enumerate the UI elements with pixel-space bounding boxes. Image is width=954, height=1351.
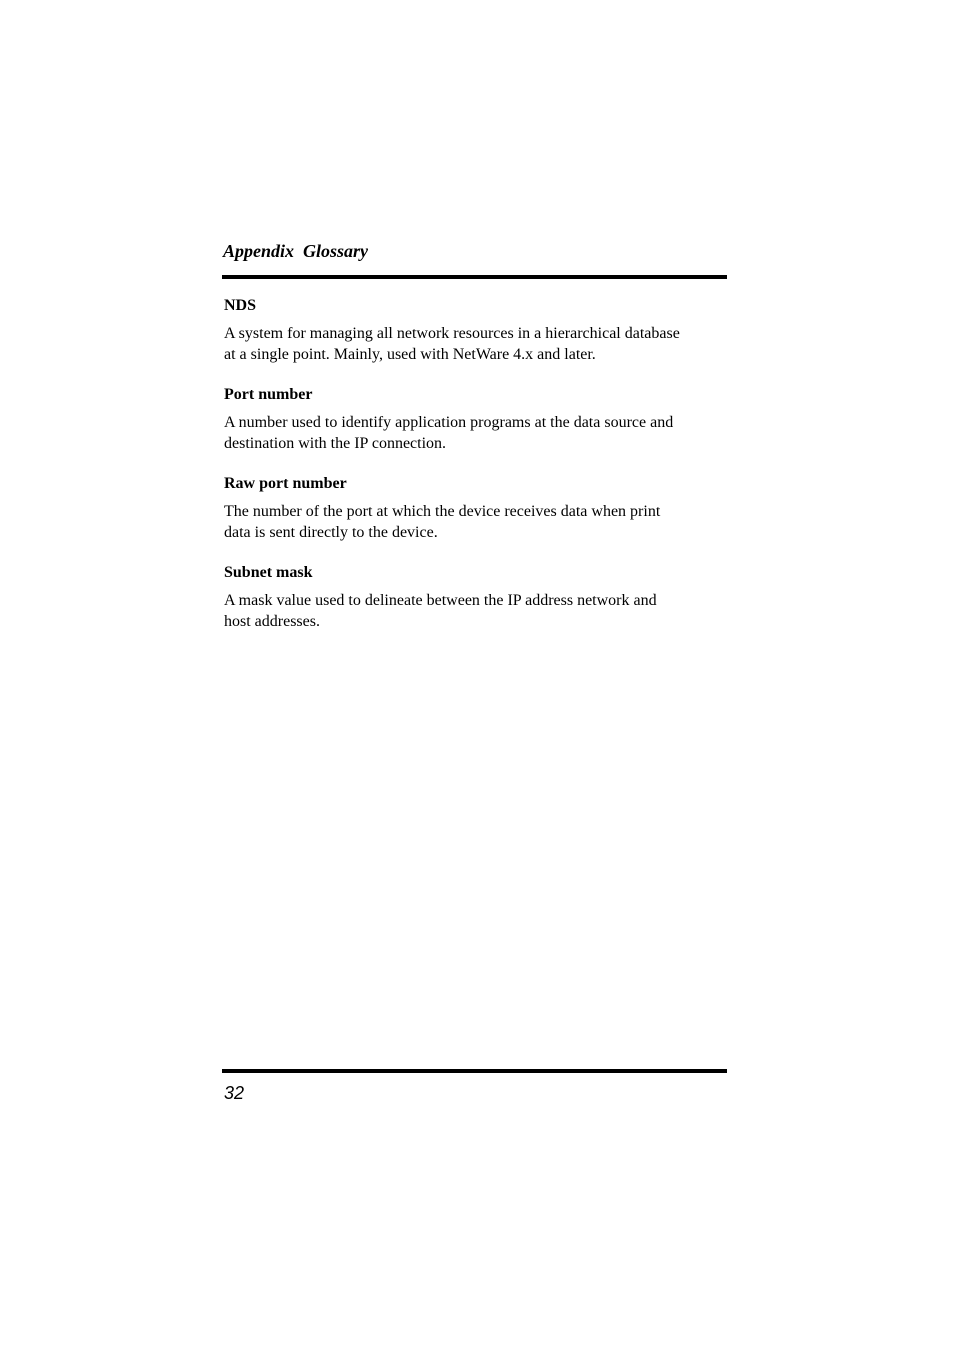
glossary-term: NDS xyxy=(224,297,257,314)
glossary-entry xyxy=(224,384,724,454)
definition-line: at a single point. Mainly, used with NetWare 4.x and later. xyxy=(224,346,596,363)
glossary-definition xyxy=(224,501,724,543)
glossary-term: Raw port number xyxy=(224,475,347,492)
definition-line: A system for managing all network resources in a hierarchical database xyxy=(224,325,680,342)
definition-line: A number used to identify application programs at the data source and xyxy=(224,414,674,431)
glossary-list xyxy=(224,295,724,651)
glossary-entry xyxy=(224,473,724,543)
footer-rule xyxy=(222,1069,727,1073)
definition-line: destination with the IP connection. xyxy=(224,435,447,452)
glossary-entry xyxy=(224,295,724,365)
glossary-definition xyxy=(224,412,724,454)
glossary-entry xyxy=(224,562,724,632)
glossary-definition xyxy=(224,590,724,632)
header-rule xyxy=(222,275,727,279)
definition-line: The number of the port at which the device receives data when print xyxy=(224,503,661,520)
definition-line: data is sent directly to the device. xyxy=(224,524,438,541)
page-number: 32 xyxy=(224,1083,245,1103)
glossary-definition xyxy=(224,323,724,365)
page-header-title: Appendix Glossary xyxy=(223,241,369,261)
definition-line: host addresses. xyxy=(224,613,320,630)
glossary-term: Port number xyxy=(224,386,313,403)
glossary-term: Subnet mask xyxy=(224,564,313,581)
definition-line: A mask value used to delineate between the IP address network and xyxy=(224,592,657,609)
